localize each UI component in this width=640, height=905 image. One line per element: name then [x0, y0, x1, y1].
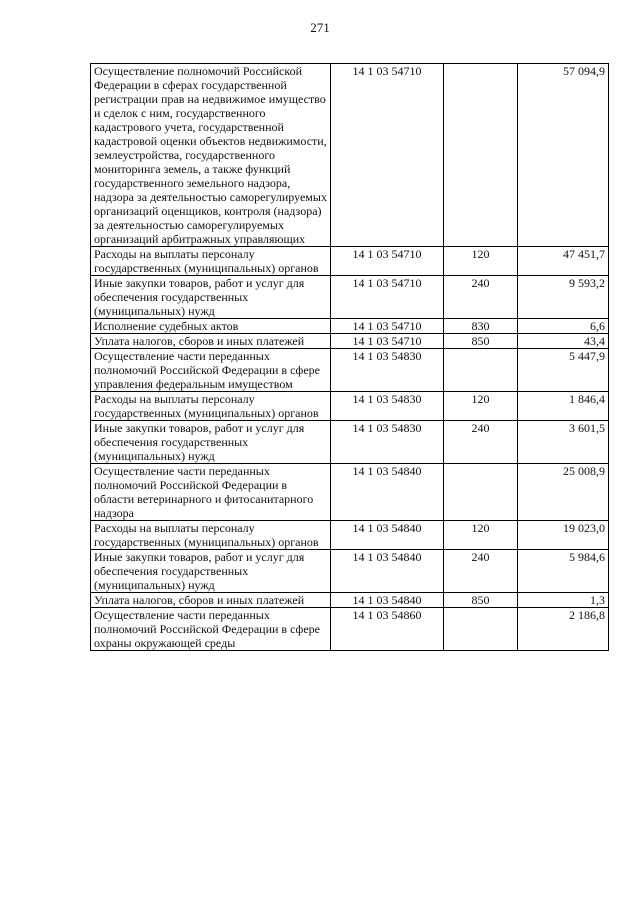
row-name: Осуществление части переданных полномочий Российской Федерации в сфере управления федеральным имуществом [91, 349, 331, 392]
row-amount: 1 846,4 [518, 392, 609, 421]
table-row [91, 464, 609, 521]
table-row [91, 334, 609, 349]
row-amount: 5 984,6 [518, 550, 609, 593]
table-row [91, 550, 609, 593]
table-row [91, 521, 609, 550]
table-row [91, 608, 609, 651]
row-expense-type: 240 [444, 550, 518, 593]
row-code: 14 1 03 54830 [331, 421, 444, 464]
row-code: 14 1 03 54710 [331, 276, 444, 319]
row-name: Уплата налогов, сборов и иных платежей [91, 593, 331, 608]
row-name: Осуществление части переданных полномочий Российской Федерации в области ветеринарного и фитосанитарного надзора [91, 464, 331, 521]
row-amount: 25 008,9 [518, 464, 609, 521]
row-amount: 1,3 [518, 593, 609, 608]
row-amount: 5 447,9 [518, 349, 609, 392]
budget-table [90, 63, 609, 651]
row-name: Иные закупки товаров, работ и услуг для обеспечения государственных (муниципальных) нужд [91, 276, 331, 319]
row-name: Расходы на выплаты персоналу государственных (муниципальных) органов [91, 521, 331, 550]
row-expense-type [444, 608, 518, 651]
row-amount: 57 094,9 [518, 64, 609, 247]
row-amount: 47 451,7 [518, 247, 609, 276]
row-amount: 19 023,0 [518, 521, 609, 550]
row-amount: 3 601,5 [518, 421, 609, 464]
table-row [91, 392, 609, 421]
row-expense-type: 830 [444, 319, 518, 334]
table-row [91, 593, 609, 608]
row-amount: 9 593,2 [518, 276, 609, 319]
row-name: Иные закупки товаров, работ и услуг для обеспечения государственных (муниципальных) нужд [91, 421, 331, 464]
row-name: Осуществление полномочий Российской Федерации в сферах государственной регистрации прав на недвижимое имущество и сделок с ним, государственного кадастрового учета, государственной кадастровой оценки объектов недвижимости, землеустройства, государственного мониторинга земель, а также функций государственного земельного надзора, надзора за деятельностью саморегулируемых организаций оценщиков, контроля (надзора) за деятельностью саморегулируемых организаций арбитражных управляющих [91, 64, 331, 247]
row-code: 14 1 03 54840 [331, 593, 444, 608]
row-expense-type: 850 [444, 334, 518, 349]
row-code: 14 1 03 54830 [331, 392, 444, 421]
row-expense-type: 240 [444, 276, 518, 319]
row-code: 14 1 03 54710 [331, 247, 444, 276]
row-expense-type: 120 [444, 247, 518, 276]
row-amount: 6,6 [518, 319, 609, 334]
table-row [91, 421, 609, 464]
row-amount: 43,4 [518, 334, 609, 349]
row-code: 14 1 03 54840 [331, 521, 444, 550]
row-expense-type [444, 64, 518, 247]
table-row [91, 64, 609, 247]
row-code: 14 1 03 54830 [331, 349, 444, 392]
row-name: Осуществление части переданных полномочий Российской Федерации в сфере охраны окружающей среды [91, 608, 331, 651]
table-row [91, 247, 609, 276]
row-code: 14 1 03 54710 [331, 334, 444, 349]
row-expense-type: 240 [444, 421, 518, 464]
row-code: 14 1 03 54710 [331, 319, 444, 334]
table-row [91, 276, 609, 319]
row-code: 14 1 03 54860 [331, 608, 444, 651]
row-code: 14 1 03 54840 [331, 464, 444, 521]
row-name: Исполнение судебных актов [91, 319, 331, 334]
row-name: Расходы на выплаты персоналу государственных (муниципальных) органов [91, 392, 331, 421]
row-name: Уплата налогов, сборов и иных платежей [91, 334, 331, 349]
page-number: 271 [310, 20, 330, 35]
row-expense-type: 120 [444, 392, 518, 421]
row-expense-type [444, 349, 518, 392]
row-code: 14 1 03 54710 [331, 64, 444, 247]
row-name: Иные закупки товаров, работ и услуг для обеспечения государственных (муниципальных) нужд [91, 550, 331, 593]
row-name: Расходы на выплаты персоналу государственных (муниципальных) органов [91, 247, 331, 276]
row-expense-type [444, 464, 518, 521]
row-expense-type: 850 [444, 593, 518, 608]
table-row [91, 349, 609, 392]
row-amount: 2 186,8 [518, 608, 609, 651]
row-expense-type: 120 [444, 521, 518, 550]
row-code: 14 1 03 54840 [331, 550, 444, 593]
table-row [91, 319, 609, 334]
